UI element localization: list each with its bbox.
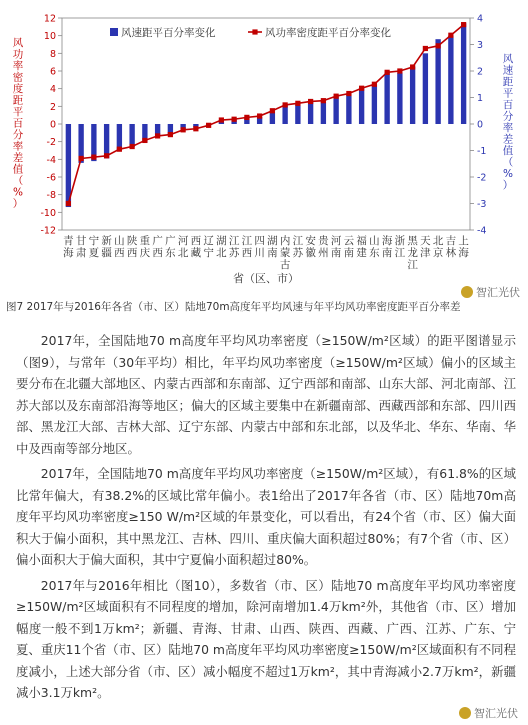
right-tick-label: 1	[477, 93, 484, 104]
category-label: 古	[279, 259, 291, 271]
bar-speed	[410, 67, 415, 124]
plot-frame	[62, 18, 470, 230]
bar-speed	[448, 36, 453, 124]
right-axis-title-char: 百	[502, 99, 514, 111]
watermark-brand	[461, 284, 520, 300]
category-label: 徽	[305, 247, 316, 259]
watermark-text-bottom: 智汇光伏	[474, 707, 518, 720]
right-axis-title-char: 速	[502, 64, 514, 77]
left-tick-label: -10	[40, 207, 56, 219]
left-axis-title-char: 差	[12, 152, 24, 164]
category-label: 西	[152, 247, 163, 259]
left-tick-label: 0	[49, 119, 56, 131]
right-axis-title-char: 分	[502, 110, 514, 123]
category-label: 广	[165, 235, 176, 247]
right-tick-label: -3	[477, 199, 487, 210]
category-label: 陕	[126, 235, 138, 247]
line-marker	[91, 155, 96, 160]
category-label: 安	[305, 235, 316, 247]
category-label: 州	[318, 247, 329, 259]
left-tick-label: 12	[43, 13, 56, 25]
line-marker	[308, 99, 313, 104]
chart-container	[0, 0, 528, 298]
line-marker	[244, 115, 249, 120]
legend-label-power: 风功率密度距平百分率变化	[265, 27, 391, 39]
right-tick-label: -1	[477, 146, 487, 157]
category-label: 宁	[203, 247, 214, 259]
bar-speed	[308, 102, 313, 124]
left-axis-title-char: ）	[12, 198, 24, 210]
left-axis-title-char: 率	[12, 60, 24, 72]
category-label: 西	[190, 235, 202, 247]
right-tick-label: 3	[477, 40, 484, 51]
category-label: 河	[177, 235, 189, 247]
chart-svg	[0, 0, 528, 298]
category-label: 福	[356, 235, 367, 247]
x-axis-title: 省（区、市）	[233, 272, 299, 285]
bar-speed	[397, 73, 402, 124]
category-label: 四	[254, 235, 265, 247]
left-axis-title-char: 百	[12, 117, 24, 130]
line-marker	[219, 117, 224, 122]
line-marker	[410, 64, 415, 69]
category-label: 辽	[203, 235, 214, 247]
left-tick-label: 2	[49, 101, 56, 113]
category-label: 东	[165, 247, 176, 259]
paragraph-2: 2017年，全国陆地70 m高度年平均风功率密度（≥150W/m²区域），有61.8%的区域比常年偏大，有38.2%的区域比常年偏小。表1给出了2017年各省（市、区）陆地70m高度年平均风功率密度≥150 W/m²区域的年景变化，可以看出，有24个省（市、区）偏大面积大于偏小面积，其中黑龙江、吉林、四川、重庆偏大面积超过80%；有7个省（市、区）偏小面积大于偏大面积，其中宁夏偏小面积超过80%。	[16, 466, 516, 567]
right-tick-label: 2	[477, 66, 484, 78]
category-label: 南	[330, 247, 342, 259]
right-tick-label: -4	[477, 225, 487, 237]
right-tick-label: 0	[477, 119, 484, 131]
left-tick-label: 10	[43, 31, 56, 43]
legend-swatch-power	[252, 29, 257, 34]
left-axis-title-char: 风	[12, 37, 24, 49]
line-marker	[130, 144, 135, 149]
right-axis-title-char: ）	[502, 179, 514, 192]
category-label: 西	[126, 247, 138, 259]
line-marker	[295, 101, 300, 106]
category-label: 江	[407, 259, 418, 271]
category-label: 湖	[216, 235, 227, 247]
category-label: 东	[369, 247, 380, 259]
bar-speed	[346, 94, 351, 124]
article-body	[16, 330, 516, 708]
line-power-density	[68, 25, 463, 204]
category-label: 京	[432, 247, 444, 259]
line-marker	[461, 22, 466, 27]
bar-speed	[321, 102, 326, 124]
line-marker	[372, 82, 377, 87]
bar-speed	[295, 104, 300, 124]
line-marker	[346, 91, 351, 96]
category-label: 海	[63, 247, 74, 259]
left-axis-title-char: 功	[12, 48, 24, 61]
watermark-text: 智汇光伏	[476, 286, 520, 299]
right-axis-title-char: 率	[502, 122, 514, 134]
watermark-brand-bottom	[459, 705, 518, 721]
left-axis-title-char: 率	[12, 140, 24, 153]
category-label: 重	[139, 235, 151, 247]
left-axis-title-char: 值	[12, 163, 24, 176]
left-axis-title-char: 分	[12, 129, 24, 141]
category-label: 建	[356, 247, 367, 259]
left-axis-title-char: （	[12, 175, 24, 187]
right-axis-title-char: 距	[502, 76, 514, 88]
bar-speed	[372, 84, 377, 124]
bar-speed	[359, 88, 364, 124]
category-label: 疆	[101, 247, 112, 259]
left-axis-title-char: 平	[12, 106, 24, 118]
category-label: 黑	[407, 235, 418, 247]
left-axis-title-char: 密	[12, 71, 24, 84]
line-marker	[232, 117, 237, 122]
category-label: 青	[63, 235, 74, 247]
right-axis-title-char: 值	[502, 145, 514, 157]
paragraph-1: 2017年，全国陆地70 m高度年平均风功率密度（≥150W/m²区域）的距平图谱显示（图9），与常年（30年平均）相比，年平均风功率密度（≥150W/m²区域）偏小的区域主要分布在北疆大部地区、内蒙古西部和东南部、辽宁西部和南部、山东大部、河北南部、江苏大部以及东南部沿海等地区；偏大的区域主要集中在新疆南部、西藏西部和东部、四川西部、黑龙江大部、吉林大部、辽宁东部、内蒙古中部和东北部，以及华北、华东、华南、华中及西南等部分地区。	[16, 333, 516, 456]
left-tick-label: -8	[46, 190, 56, 202]
category-label: 上	[458, 235, 469, 247]
left-tick-label: -2	[46, 137, 56, 149]
left-tick-label: 4	[49, 84, 56, 96]
line-marker	[321, 98, 326, 103]
line-marker	[168, 132, 173, 137]
category-label: 苏	[228, 247, 240, 259]
category-label: 蒙	[279, 247, 291, 259]
left-tick-label: -12	[40, 225, 56, 237]
category-label: 宁	[88, 235, 100, 247]
category-label: 广	[152, 235, 163, 247]
line-marker	[397, 68, 402, 73]
bar-speed	[461, 23, 466, 124]
legend-label-speed: 风速距平百分率变化	[121, 27, 216, 39]
category-label: 西	[241, 247, 253, 259]
line-marker	[257, 113, 262, 118]
category-label: 林	[445, 247, 457, 259]
category-label: 龙	[407, 247, 418, 259]
category-label: 庆	[139, 247, 151, 259]
category-label: 江	[228, 235, 240, 247]
right-axis-title-char: 风	[502, 53, 514, 65]
category-label: 川	[254, 247, 265, 259]
brand-logo-icon	[459, 707, 471, 719]
right-axis-title-char: 平	[502, 87, 514, 100]
line-marker	[66, 201, 71, 206]
brand-logo-icon	[461, 286, 473, 298]
legend-swatch-speed	[110, 28, 118, 36]
line-marker	[334, 94, 339, 99]
category-label: 南	[267, 247, 278, 259]
line-marker	[448, 33, 453, 38]
line-marker	[436, 43, 441, 48]
line-marker	[155, 133, 160, 138]
category-label: 南	[381, 247, 393, 259]
left-axis-title-char: 度	[12, 83, 24, 95]
category-label: 肃	[75, 247, 87, 259]
line-marker	[206, 123, 211, 128]
category-label: 山	[114, 235, 125, 247]
bar-speed	[384, 73, 389, 124]
figure-caption: 图7 2017年与2016年各省（市、区）陆地70m高度年平均风速与年平均风功率密度距平百分率差	[6, 301, 461, 313]
category-label: 苏	[292, 247, 304, 259]
category-label: 山	[369, 235, 380, 247]
category-label: 新	[101, 235, 112, 247]
left-tick-label: 8	[49, 48, 56, 60]
line-marker	[142, 138, 147, 143]
category-label: 天	[420, 235, 431, 247]
line-marker	[283, 102, 288, 107]
right-tick-label: 4	[477, 13, 484, 25]
right-axis-title-char: %	[503, 168, 513, 180]
right-axis-title-char: （	[502, 156, 514, 169]
category-label: 江	[292, 235, 304, 247]
line-marker	[359, 86, 364, 91]
category-label: 北	[432, 235, 444, 247]
line-marker	[270, 108, 275, 113]
line-marker	[104, 153, 109, 158]
category-label: 河	[330, 235, 342, 247]
left-tick-label: 6	[49, 66, 56, 78]
category-label: 湖	[267, 235, 278, 247]
line-marker	[79, 156, 84, 161]
category-label: 津	[420, 247, 431, 259]
category-label: 西	[114, 247, 125, 259]
category-label: 江	[241, 235, 253, 247]
category-label: 浙	[394, 235, 406, 247]
paragraph-3: 2017年与2016年相比（图10），多数省（市、区）陆地70 m高度年平均风功率密度≥150W/m²区域面积有不同程度的增加，除河南增加1.4万km²外，其他省（市、区）增加幅度一般不到1万km²；新疆、青海、甘肃、山西、陕西、西藏、广西、江苏、广东、宁夏、重庆11个省（市、区）陆地70 m高度年平均风功率密度≥150W/m²区域面积有不同程度减小，上述大部分省（市、区）减小幅度不超过1万km²，其中青海减小2.7万km²，新疆减小3.1万km²。	[16, 577, 516, 700]
line-marker	[385, 70, 390, 75]
right-tick-label: -2	[477, 172, 487, 184]
left-tick-label: -6	[46, 172, 56, 184]
category-label: 南	[343, 247, 355, 259]
category-label: 江	[394, 247, 406, 259]
category-label: 海	[381, 235, 393, 247]
category-label: 云	[343, 235, 355, 247]
left-axis-title-char: %	[13, 186, 23, 199]
bar-speed	[129, 124, 134, 147]
line-marker	[193, 126, 198, 131]
bar-speed	[117, 124, 122, 150]
category-label: 北	[216, 247, 227, 259]
bar-speed	[333, 97, 338, 124]
category-label: 北	[177, 247, 189, 259]
line-marker	[181, 127, 186, 132]
category-label: 藏	[190, 247, 202, 259]
line-marker	[423, 46, 428, 51]
category-label: 夏	[88, 247, 100, 259]
category-label: 贵	[318, 235, 329, 247]
left-axis-title-char: 距	[12, 94, 24, 107]
category-label: 内	[279, 235, 291, 247]
right-axis-title-char: 差	[502, 133, 514, 146]
category-label: 甘	[75, 235, 87, 247]
left-tick-label: -4	[46, 154, 56, 166]
bar-speed	[435, 39, 440, 124]
category-label: 吉	[445, 235, 457, 247]
line-marker	[117, 147, 122, 152]
bar-speed	[270, 112, 275, 124]
bar-speed	[423, 53, 428, 124]
category-label: 海	[458, 247, 469, 259]
